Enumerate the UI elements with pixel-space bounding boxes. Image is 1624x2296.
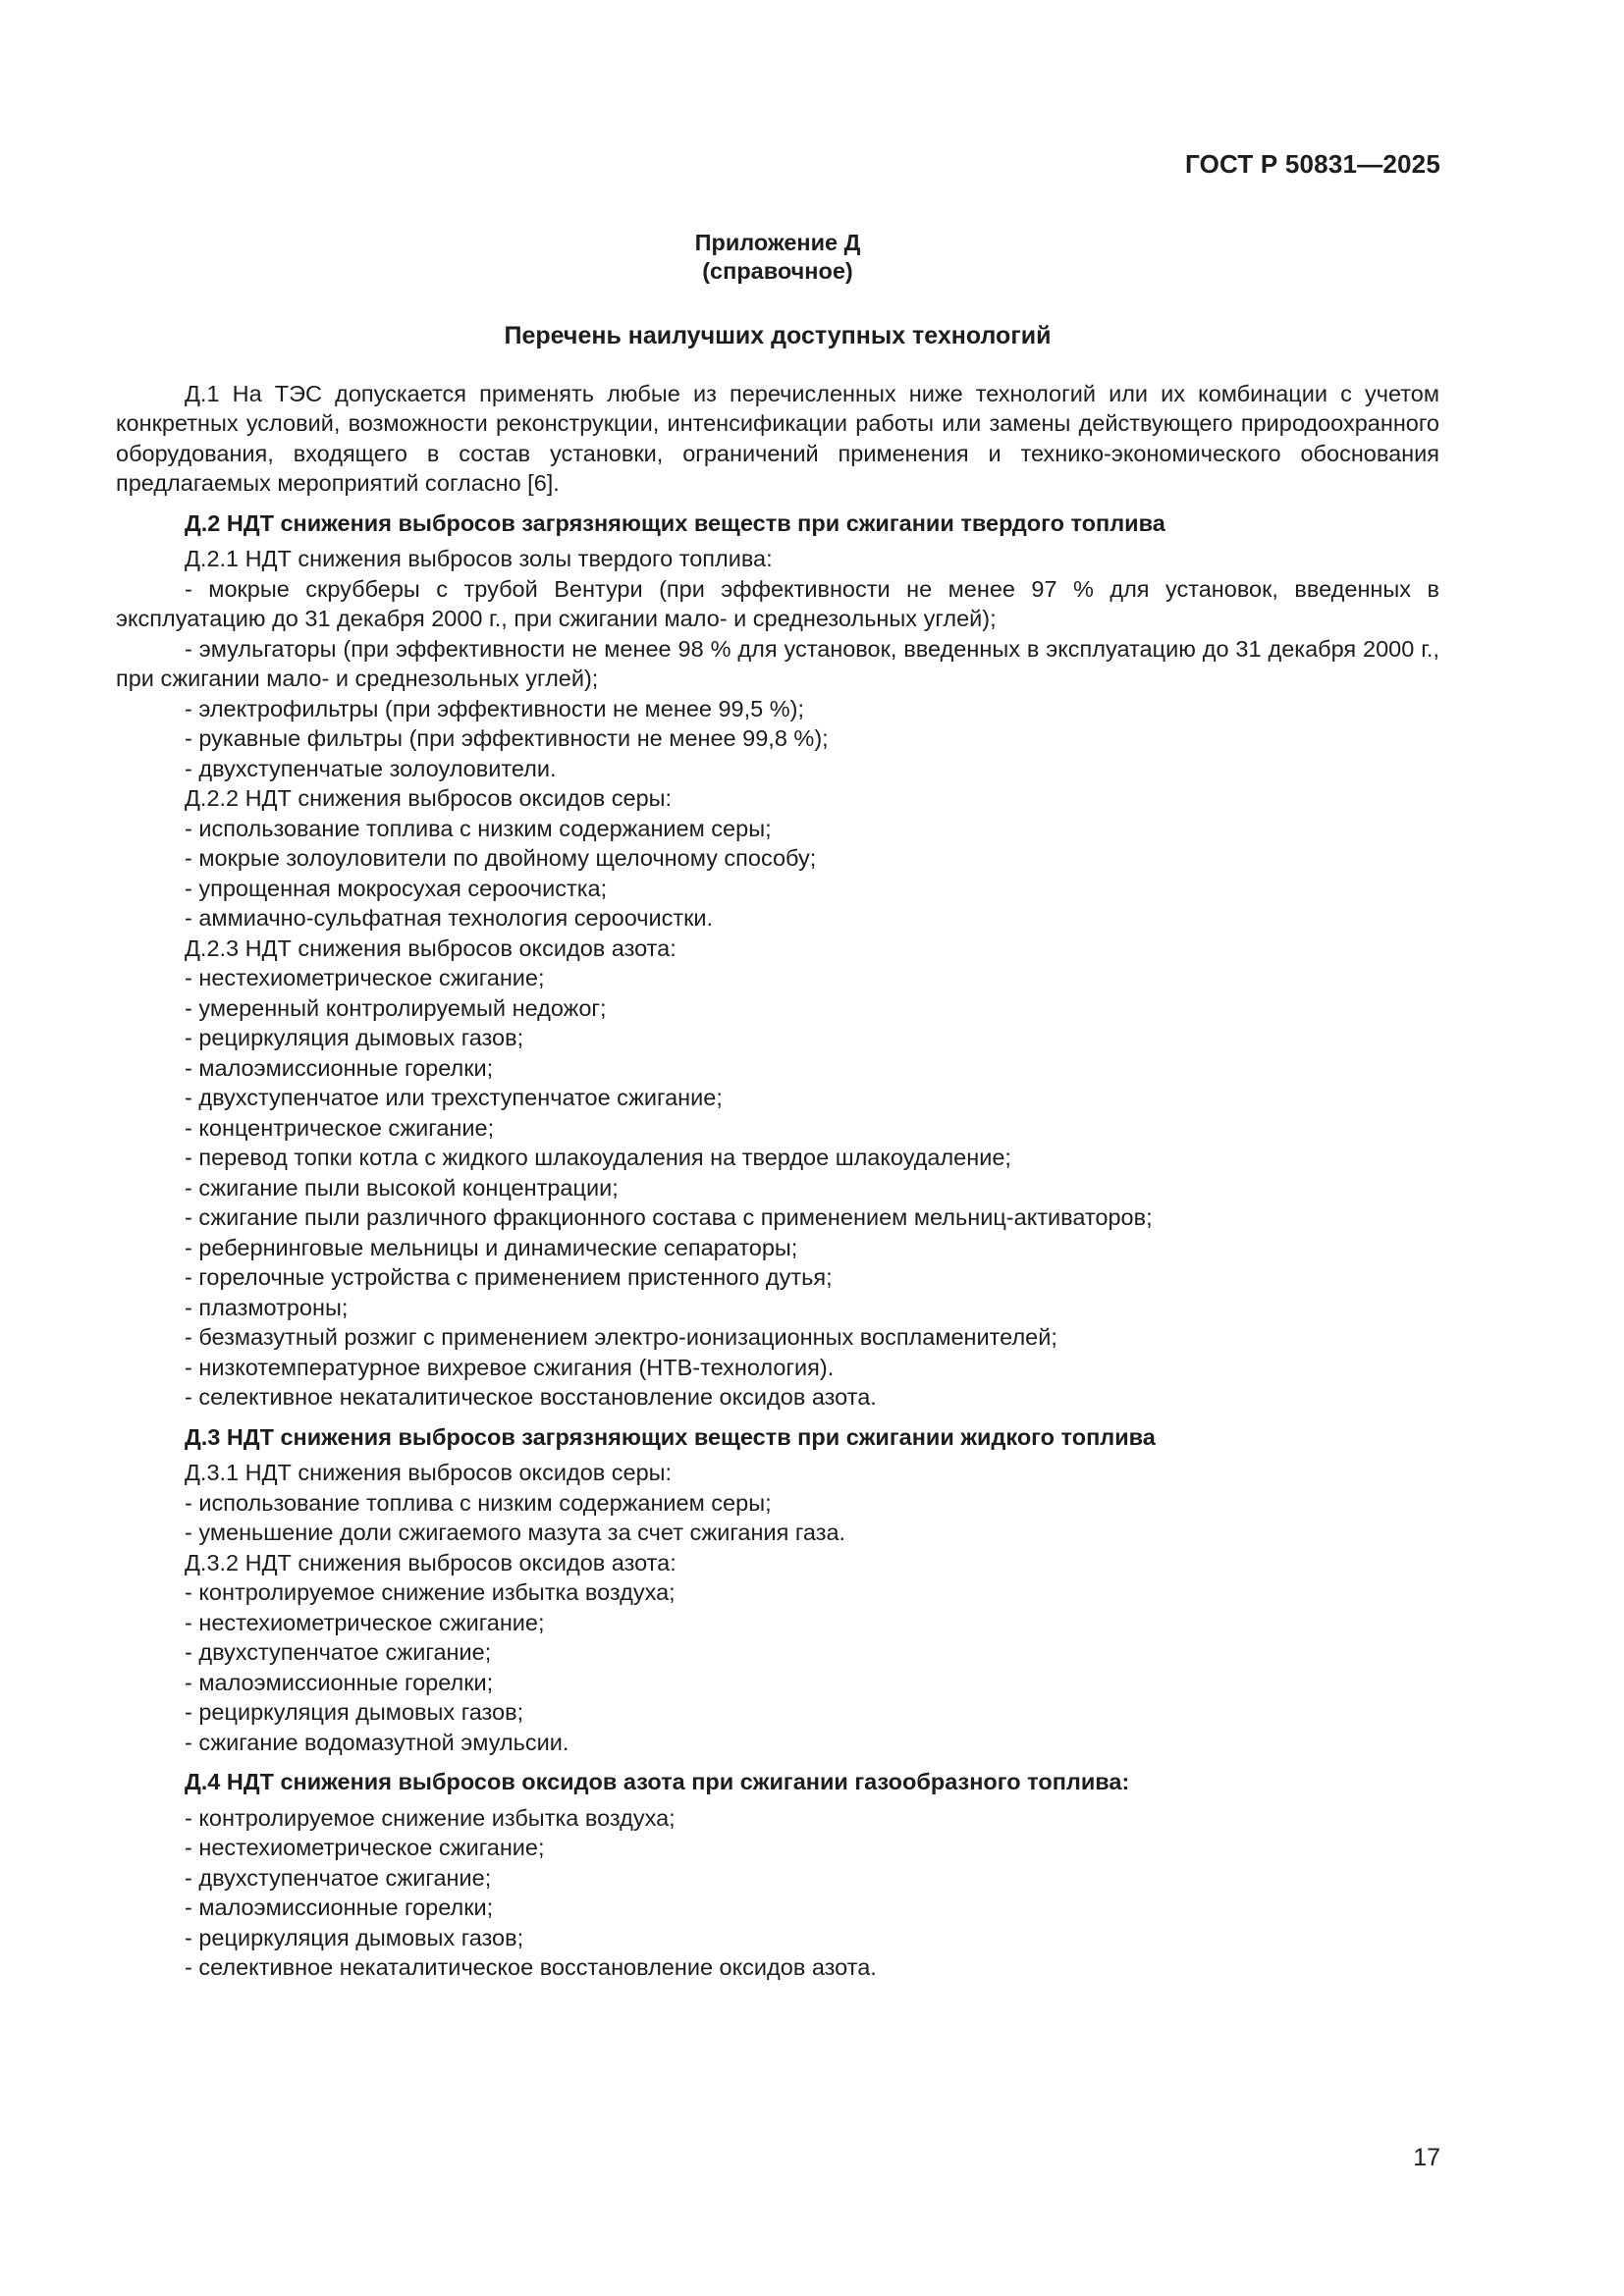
- list-item: - мокрые золоуловители по двойному щелочному способу;: [185, 845, 817, 871]
- list-item: - малоэмиссионные горелки;: [185, 1895, 494, 1920]
- list-item: - нестехиометрическое сжигание;: [185, 1835, 545, 1860]
- list-item: - сжигание пыли высокой концентрации;: [185, 1174, 619, 1201]
- subsection-heading: Д.2.3 НДТ снижения выбросов оксидов азота:: [185, 934, 677, 961]
- list-item: - селективное некаталитическое восстановление оксидов азота.: [185, 1954, 877, 1980]
- subsection-heading: Д.2.1 НДТ снижения выбросов золы твердого топлива:: [185, 546, 773, 571]
- list-item: - упрощенная мокросухая сероочистка;: [185, 875, 608, 901]
- list-item: - сжигание пыли различного фракционного состава с применением мельниц-активаторов;: [185, 1204, 1153, 1230]
- list-item: - малоэмиссионные горелки;: [185, 1054, 494, 1081]
- list-item: - нестехиометрическое сжигание;: [185, 1609, 545, 1635]
- list-item: - контролируемое снижение избытка воздуха;: [185, 1579, 676, 1605]
- paragraph-d1: Д.1 На ТЭС допускается применять любые из перечисленных ниже технологий или их комбинации с учетом конкретных условий, возможности реконструкции, интенсификации работы или замены действующего природоохранного оборудования, входящего в состав установки, ограничений применения и технико-экономического обоснования предлагаемых мероприятий согласно [6].: [116, 380, 1439, 496]
- list-item: - концентрическое сжигание;: [185, 1114, 495, 1141]
- page-title: Перечень наилучших доступных технологий: [504, 322, 1052, 349]
- page-number: 17: [1413, 2144, 1440, 2171]
- list-item: - контролируемое снижение избытка воздуха;: [185, 1804, 676, 1831]
- list-item: - малоэмиссионные горелки;: [185, 1669, 494, 1695]
- list-item: - использование топлива с низким содержанием серы;: [185, 1489, 772, 1516]
- section-heading-d3: Д.3 НДТ снижения выбросов загрязняющих веществ при сжигании жидкого топлива: [185, 1423, 1156, 1450]
- list-item: - двухступенчатые золоуловители.: [185, 755, 557, 781]
- list-item: - аммиачно-сульфатная технология сероочистки.: [185, 905, 714, 931]
- list-item: - двухступенчатое или трехступенчатое сжигание;: [185, 1085, 723, 1110]
- list-item: - эмульгаторы (при эффективности не менее 98 % для установок, введенных в эксплуатацию до 31 декабря 2000 г., при сжигании мало- и среднезольных углей);: [116, 635, 1439, 691]
- document-code: ГОСТ Р 50831—2025: [1185, 149, 1440, 179]
- list-item: - двухступенчатое сжигание;: [185, 1864, 492, 1891]
- list-item: - селективное некаталитическое восстановление оксидов азота.: [185, 1384, 877, 1410]
- subsection-heading: Д.2.2 НДТ снижения выбросов оксидов серы:: [185, 785, 673, 811]
- section-heading-d4: Д.4 НДТ снижения выбросов оксидов азота при сжигании газообразного топлива:: [185, 1769, 1130, 1794]
- list-item: - нестехиометрическое сжигание;: [185, 965, 545, 990]
- list-item: - электрофильтры (при эффективности не менее 99,5 %);: [185, 695, 805, 721]
- list-item: - уменьшение доли сжигаемого мазута за счет сжигания газа.: [185, 1520, 846, 1545]
- appendix-title: Приложение Д: [694, 230, 861, 255]
- page-content: [116, 229, 1439, 1983]
- section-heading-d2: Д.2 НДТ снижения выбросов загрязняющих веществ при сжигании твердого топлива: [185, 509, 1165, 536]
- subsection-heading: Д.3.1 НДТ снижения выбросов оксидов серы:: [185, 1460, 673, 1485]
- list-item: - двухступенчатое сжигание;: [185, 1639, 492, 1665]
- list-item: - рециркуляция дымовых газов;: [185, 1924, 524, 1950]
- list-item: - рукавные фильтры (при эффективности не менее 99,8 %);: [185, 725, 829, 751]
- list-item: - плазмотроны;: [185, 1294, 349, 1320]
- list-item: - сжигание водомазутной эмульсии.: [185, 1729, 569, 1755]
- list-item: - низкотемпературное вихревое сжигания (НТВ-технология).: [185, 1354, 835, 1380]
- list-item: - умеренный контролируемый недожог;: [185, 994, 607, 1021]
- list-item: - рециркуляция дымовых газов;: [185, 1699, 524, 1725]
- list-item: - горелочные устройства с применением пристенного дутья;: [185, 1264, 833, 1290]
- list-item: - безмазутный розжиг с применением электро-ионизационных воспламенителей;: [185, 1324, 1057, 1350]
- appendix-subtitle: (справочное): [702, 258, 853, 284]
- list-item: - рециркуляция дымовых газов;: [185, 1025, 524, 1050]
- list-item: - использование топлива с низким содержанием серы;: [185, 815, 772, 841]
- list-item: - перевод топки котла с жидкого шлакоудаления на твердое шлакоудаление;: [185, 1145, 1011, 1170]
- list-item: - мокрые скрубберы с трубой Вентури (при эффективности не менее 97 % для установок, введенных в эксплуатацию до 31 декабря 2000 г., при сжигании мало- и среднезольных углей);: [116, 575, 1439, 631]
- subsection-heading: Д.3.2 НДТ снижения выбросов оксидов азота:: [185, 1549, 677, 1575]
- list-item: - ребернинговые мельницы и динамические сепараторы;: [185, 1234, 798, 1260]
